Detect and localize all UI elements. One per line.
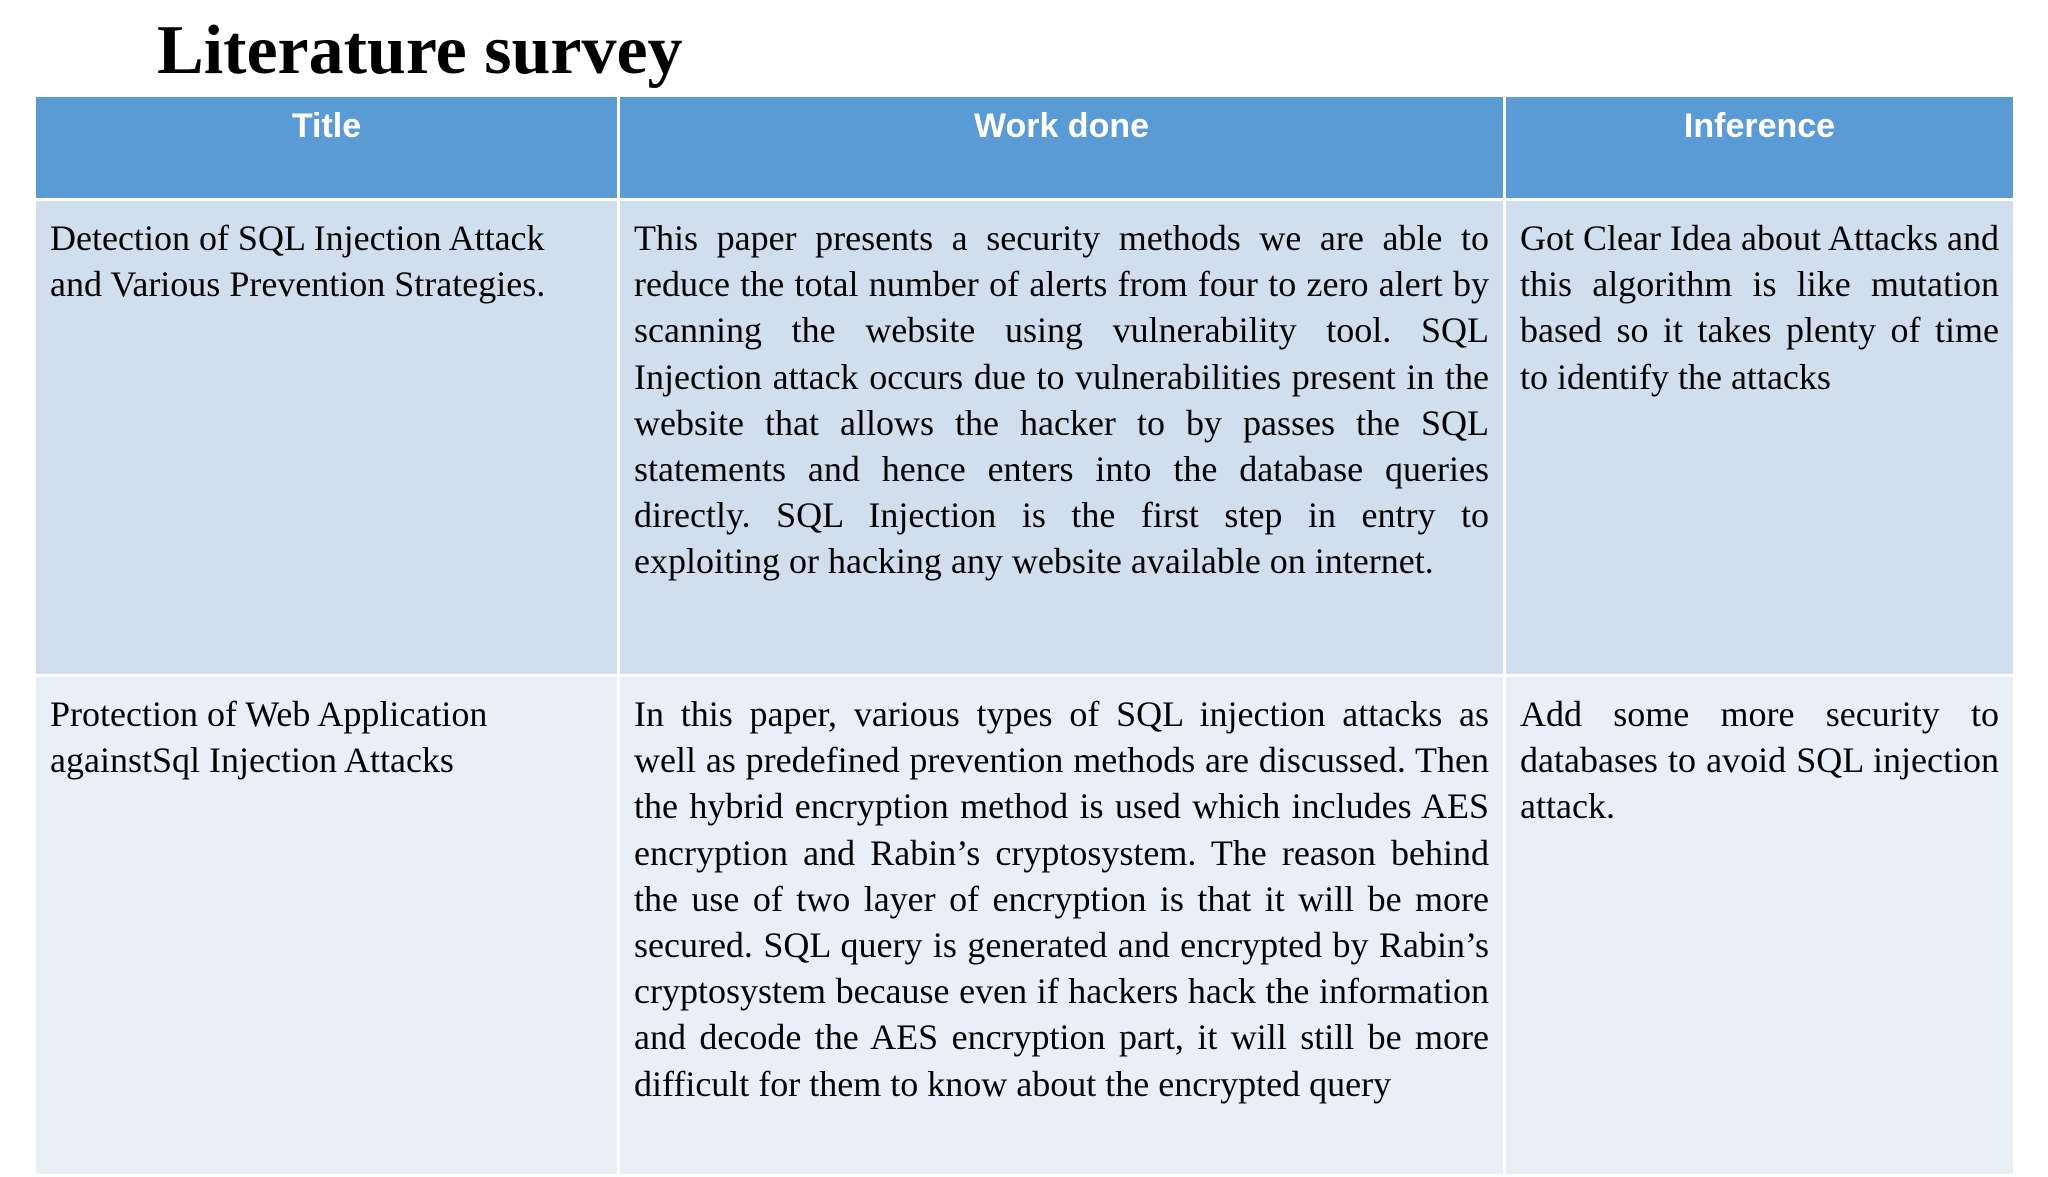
cell-work-done: This paper presents a security methods we are able to reduce the total number of alerts from four to zero alert by scanning the website using vulnerability tool. SQL Injection attack occurs due to vulnerabilities present in the website that allows the hacker to by passes the SQL statements and hence enters into the database queries directly. SQL Injection is the first step in entry to exploiting or hacking any website available on internet. xyxy=(619,200,1505,676)
literature-survey-table xyxy=(33,94,2016,1177)
column-header-work-done: Work done xyxy=(619,96,1505,200)
column-header-title: Title xyxy=(35,96,619,200)
cell-title: Protection of Web Application againstSql Injection Attacks xyxy=(35,676,619,1176)
column-header-inference: Inference xyxy=(1505,96,2015,200)
table-row xyxy=(35,200,2015,676)
cell-work-done: In this paper, various types of SQL injection attacks as well as predefined prevention methods are discussed. Then the hybrid encryption method is used which includes AES encryption and Rabin’s cryptosystem. The reason behind the use of two layer of encryption is that it will be more secured. SQL query is generated and encrypted by Rabin’s cryptosystem because even if hackers hack the information and decode the AES encryption part, it will still be more difficult for them to know about the encrypted query xyxy=(619,676,1505,1176)
table-header-row xyxy=(35,96,2015,200)
cell-inference: Add some more security to databases to avoid SQL injection attack. xyxy=(1505,676,2015,1176)
cell-inference: Got Clear Idea about Attacks and this algorithm is like mutation based so it takes plenty of time to identify the attacks xyxy=(1505,200,2015,676)
page-title: Literature survey xyxy=(157,12,683,89)
cell-title: Detection of SQL Injection Attack and Various Prevention Strategies. xyxy=(35,200,619,676)
table-row xyxy=(35,676,2015,1176)
